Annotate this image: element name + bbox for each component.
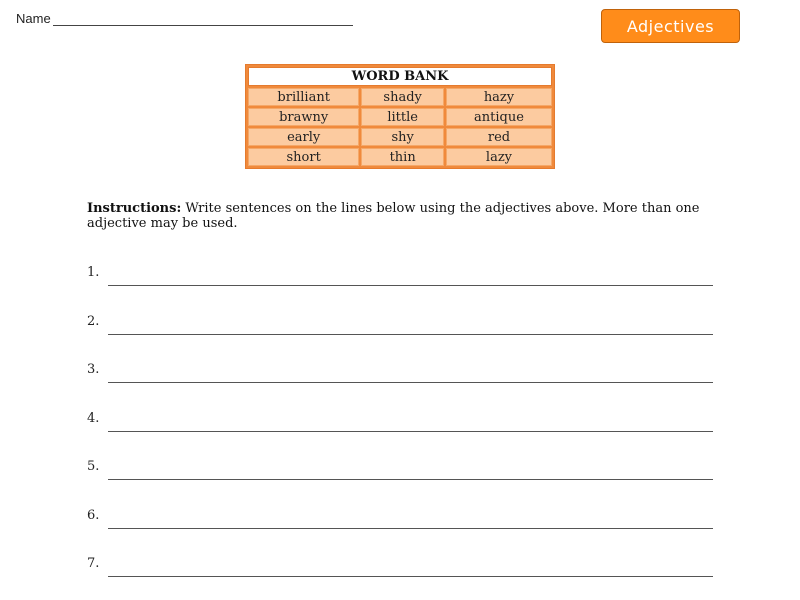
word-bank-cell: brawny [248, 108, 359, 126]
answer-line[interactable] [108, 479, 713, 480]
answer-line-row [87, 508, 713, 538]
word-bank-cell: thin [361, 148, 444, 166]
answer-line-row [87, 362, 713, 392]
word-bank-cell: early [248, 128, 359, 146]
answer-line-number: 7. [87, 556, 100, 571]
word-bank-row [248, 128, 552, 146]
answer-line-number: 1. [87, 265, 100, 280]
answer-line[interactable] [108, 431, 713, 432]
answer-line-number: 2. [87, 314, 100, 329]
instructions [87, 201, 727, 231]
word-bank-cell: little [361, 108, 444, 126]
title-badge: Adjectives [601, 9, 740, 43]
instructions-text: Write sentences on the lines below using the adjectives above. More than one adjective may be used. [87, 201, 700, 231]
answer-line-number: 5. [87, 459, 100, 474]
word-bank-row [248, 88, 552, 106]
word-bank-cell: shy [361, 128, 444, 146]
answer-line-number: 4. [87, 411, 100, 426]
word-bank-cell: antique [446, 108, 552, 126]
answer-line-row [87, 411, 713, 441]
word-bank-cell: shady [361, 88, 444, 106]
word-bank-cell: short [248, 148, 359, 166]
answer-line[interactable] [108, 334, 713, 335]
answer-line[interactable] [108, 382, 713, 383]
word-bank-cell: hazy [446, 88, 552, 106]
name-line[interactable] [53, 25, 353, 26]
answer-line-row [87, 556, 713, 586]
answer-line[interactable] [108, 285, 713, 286]
answer-line[interactable] [108, 528, 713, 529]
instructions-label: Instructions: [87, 201, 182, 216]
answer-line-row [87, 459, 713, 489]
word-bank-cell: red [446, 128, 552, 146]
answer-line[interactable] [108, 576, 713, 577]
answer-line-row [87, 265, 713, 295]
word-bank-row [248, 108, 552, 126]
name-label: Name [16, 11, 51, 26]
word-bank-cell: lazy [446, 148, 552, 166]
answer-line-row [87, 314, 713, 344]
answer-line-number: 6. [87, 508, 100, 523]
word-bank-row [248, 148, 552, 166]
word-bank-heading: WORD BANK [248, 67, 552, 86]
answer-line-number: 3. [87, 362, 100, 377]
word-bank-table [245, 64, 555, 169]
word-bank-cell: brilliant [248, 88, 359, 106]
